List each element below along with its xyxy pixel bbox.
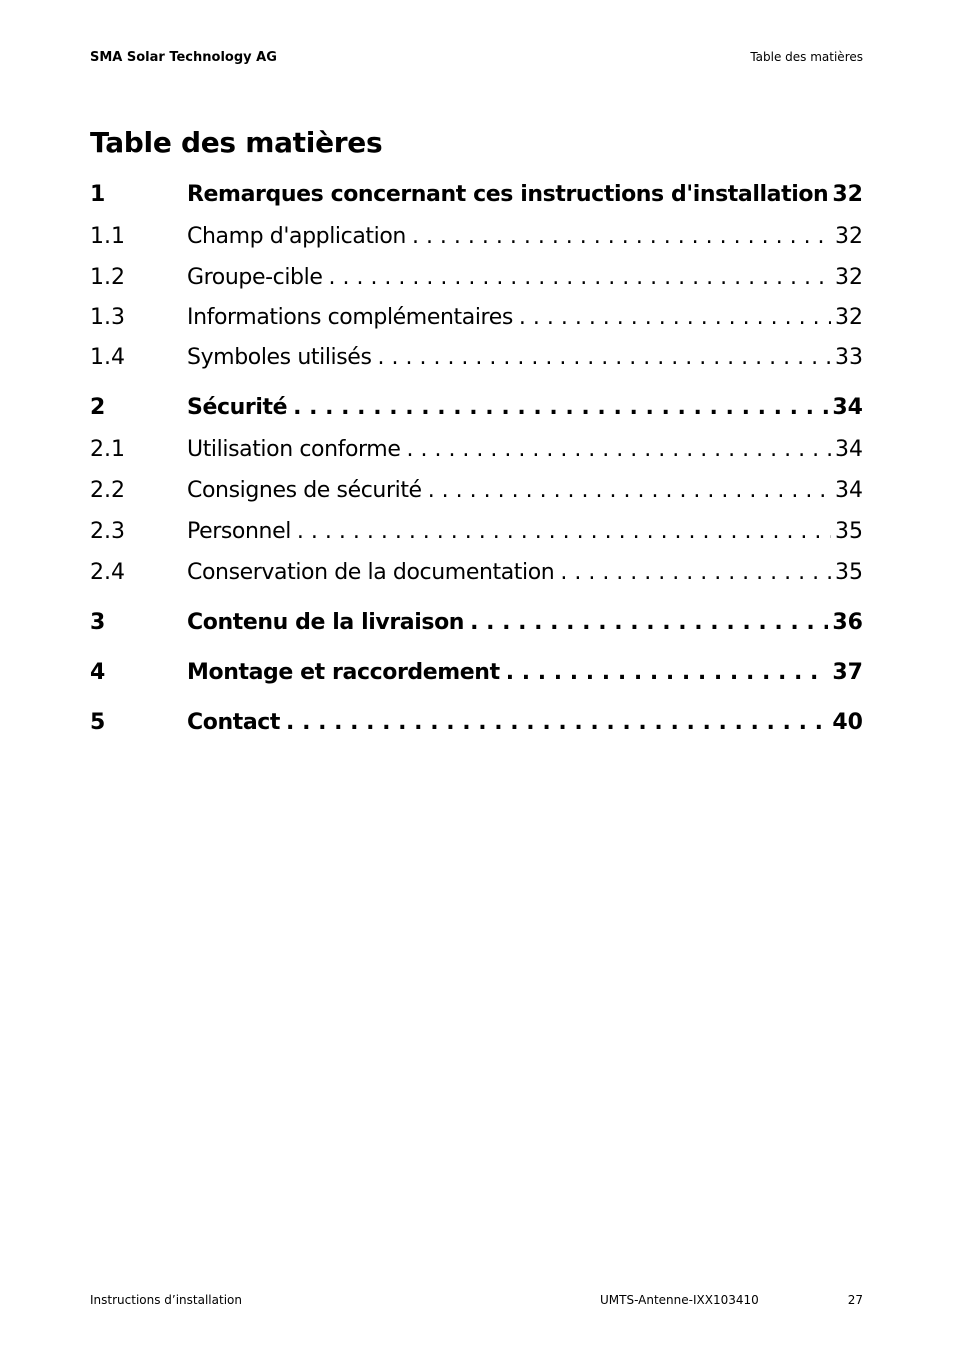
toc-entry-1[interactable] — [90, 180, 863, 210]
toc-label: Symboles utilisés — [187, 345, 378, 370]
toc-page: 34 — [831, 435, 863, 465]
toc-page: 32 — [831, 303, 863, 333]
toc-label: Groupe-cible — [187, 265, 328, 290]
toc-page: 35 — [831, 517, 863, 547]
toc-number: 1.3 — [90, 305, 125, 330]
toc-number: 2.4 — [90, 560, 125, 585]
toc-label: Conservation de la documentation — [187, 560, 560, 585]
toc-number: 1.1 — [90, 224, 125, 249]
toc-label: Champ d'application — [187, 224, 412, 249]
toc-entry-1-1[interactable] — [90, 222, 863, 252]
toc-number: 1 — [90, 182, 106, 207]
toc-entry-4[interactable] — [90, 658, 863, 688]
toc-entry-5[interactable] — [90, 708, 863, 738]
toc-entry-2[interactable] — [90, 393, 863, 423]
toc-label: Personnel — [187, 519, 297, 544]
toc-entry-2-4[interactable] — [90, 558, 863, 588]
toc-page: 33 — [831, 343, 863, 373]
toc-label: Sécurité — [187, 395, 293, 420]
toc-page: 35 — [831, 558, 863, 588]
company-name: SMA Solar Technology AG — [90, 50, 277, 65]
toc-number: 2.3 — [90, 519, 125, 544]
page-title: Table des matières — [90, 126, 383, 159]
page-footer — [90, 1293, 863, 1311]
toc-page: 36 — [828, 608, 863, 638]
toc-number: 1.2 — [90, 265, 125, 290]
toc-label: Utilisation conforme — [187, 437, 406, 462]
toc-label: Remarques concernant ces instructions d'installation — [187, 182, 834, 207]
toc-label: Montage et raccordement — [187, 660, 506, 685]
toc-number: 1.4 — [90, 345, 125, 370]
toc-entry-2-1[interactable] — [90, 435, 863, 465]
toc-label: Informations complémentaires — [187, 305, 519, 330]
toc-page: 34 — [828, 393, 863, 423]
toc-number: 3 — [90, 610, 106, 635]
toc-label: Consignes de sécurité — [187, 478, 428, 503]
toc-entry-1-4[interactable] — [90, 343, 863, 373]
toc-page: 32 — [831, 222, 863, 252]
toc-entry-3[interactable] — [90, 608, 863, 638]
table-of-contents — [90, 0, 863, 760]
toc-entry-2-3[interactable] — [90, 517, 863, 547]
toc-number: 5 — [90, 710, 106, 735]
toc-page: 32 — [828, 180, 863, 210]
toc-number: 2.1 — [90, 437, 125, 462]
footer-doc-type: Instructions d’installation — [90, 1293, 242, 1307]
toc-number: 2.2 — [90, 478, 125, 503]
toc-number: 2 — [90, 395, 106, 420]
toc-page: 40 — [828, 708, 863, 738]
toc-page: 32 — [831, 263, 863, 293]
toc-label: Contact — [187, 710, 286, 735]
toc-page: 34 — [831, 476, 863, 506]
toc-entry-2-2[interactable] — [90, 476, 863, 506]
toc-entry-1-3[interactable] — [90, 303, 863, 333]
toc-entry-1-2[interactable] — [90, 263, 863, 293]
header-section-title: Table des matières — [750, 50, 863, 64]
footer-page-number: 27 — [847, 1293, 863, 1307]
toc-label: Contenu de la livraison — [187, 610, 470, 635]
footer-doc-code: UMTS-Antenne-IXX103410 — [600, 1293, 759, 1307]
toc-page: 37 — [828, 658, 863, 688]
toc-number: 4 — [90, 660, 106, 685]
